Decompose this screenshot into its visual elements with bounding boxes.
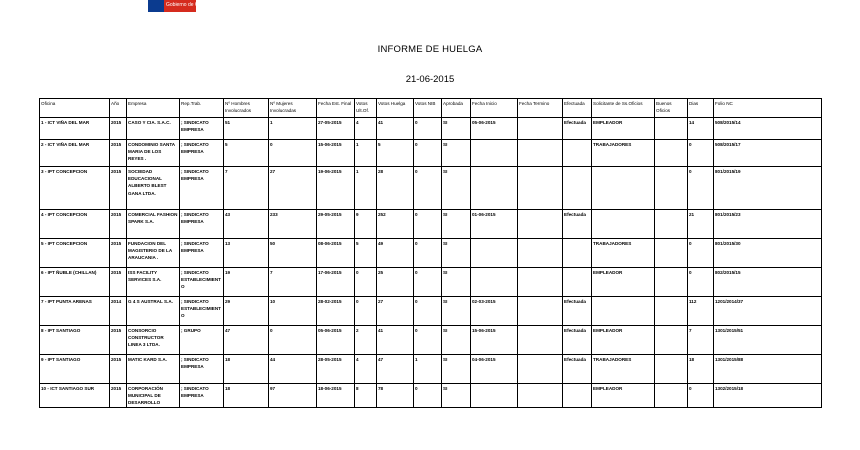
table-cell: ; SINDICATO EMPRESA <box>180 140 224 167</box>
column-header: Año <box>110 99 127 118</box>
table-cell: 2015 <box>110 167 127 210</box>
table-cell: 97 <box>269 384 317 408</box>
column-header: Nº Hombres Involucrados <box>224 99 269 118</box>
table-cell <box>518 297 563 326</box>
table-cell: 0 <box>688 140 714 167</box>
table-cell: 18 <box>224 355 269 384</box>
column-header: Dias <box>688 99 714 118</box>
table-cell <box>471 140 518 167</box>
table-row <box>40 384 822 408</box>
table-cell: SI <box>442 384 471 408</box>
table-cell <box>471 167 518 210</box>
table-cell: 801/2015/23 <box>714 210 822 239</box>
table-cell: 9 <box>355 210 377 239</box>
table-cell: ; SINDICATO ESTABLECIMIENTO <box>180 297 224 326</box>
table-cell: FUNDACION DEL MAGISTERIO DE LA ARAUCANIA . <box>127 239 180 268</box>
table-cell: TRABAJADORES <box>592 355 655 384</box>
table-cell: EMPLEADOR <box>592 384 655 408</box>
table-cell <box>655 355 688 384</box>
table-cell: EMPLEADOR <box>592 268 655 297</box>
table-cell <box>518 167 563 210</box>
table-cell: 18 <box>224 384 269 408</box>
table-cell: 801/2015/19 <box>714 167 822 210</box>
table-cell: 4 <box>355 355 377 384</box>
table-cell: 0 <box>414 239 442 268</box>
table-row <box>40 210 822 239</box>
table-cell: 1201/2014/37 <box>714 297 822 326</box>
table-row <box>40 167 822 210</box>
table-cell <box>518 210 563 239</box>
table-cell: SI <box>442 167 471 210</box>
table-cell: 0 <box>269 140 317 167</box>
table-cell: 21 <box>688 210 714 239</box>
table-cell <box>518 140 563 167</box>
table-cell <box>471 239 518 268</box>
table-cell: SI <box>442 239 471 268</box>
table-cell: 2015 <box>110 355 127 384</box>
column-header: Fecha Termino <box>518 99 563 118</box>
table-cell: ; SINDICATO EMPRESA <box>180 355 224 384</box>
table-cell: ; SINDICATO EMPRESA <box>180 118 224 140</box>
table-cell: SI <box>442 326 471 355</box>
table-cell <box>518 268 563 297</box>
table-cell: CONDOMINIO SANTA MARIA DE LOS REYES . <box>127 140 180 167</box>
table-cell: 17-06-2015 <box>317 268 355 297</box>
table-cell: SI <box>442 118 471 140</box>
table-cell: 4 - IPT CONCEPCION <box>40 210 110 239</box>
table-cell: 27 <box>377 297 414 326</box>
table-cell <box>518 384 563 408</box>
table-row <box>40 239 822 268</box>
table-cell: Efectuada <box>563 355 592 384</box>
table-cell: CONSORCIO CONSTRUCTOR LINEA 3 LTDA. <box>127 326 180 355</box>
table-cell: 10 - ICT SANTIAGO SUR <box>40 384 110 408</box>
table-cell: 7 <box>224 167 269 210</box>
table-cell: 8 <box>355 384 377 408</box>
government-logo <box>148 0 207 18</box>
table-cell: 15-06-2015 <box>471 326 518 355</box>
table-cell <box>655 118 688 140</box>
table-cell: SI <box>442 140 471 167</box>
table-cell: 04-06-2015 <box>471 355 518 384</box>
column-header: Votos Huelga <box>377 99 414 118</box>
table-cell: SI <box>442 297 471 326</box>
table-cell: ; SINDICATO EMPRESA <box>180 210 224 239</box>
table-cell: ; GRUPO <box>180 326 224 355</box>
table-cell: 15-06-2015 <box>317 140 355 167</box>
table-cell: 05-06-2015 <box>471 118 518 140</box>
table-cell: SI <box>442 268 471 297</box>
table-cell <box>655 140 688 167</box>
table-cell: SI <box>442 210 471 239</box>
table-cell <box>563 268 592 297</box>
table-cell: 5 <box>377 140 414 167</box>
table-cell: 7 <box>269 268 317 297</box>
table-cell: 27-05-2015 <box>317 118 355 140</box>
table-cell: 44 <box>269 355 317 384</box>
table-cell: 4 <box>355 118 377 140</box>
table-cell: ; SINDICATO EMPRESA <box>180 167 224 210</box>
table-cell <box>518 239 563 268</box>
table-cell: 18 <box>688 355 714 384</box>
table-cell: 19-06-2015 <box>317 167 355 210</box>
table-cell: 112 <box>688 297 714 326</box>
table-cell: 18-06-2015 <box>317 384 355 408</box>
table-cell: 802/2015/15 <box>714 268 822 297</box>
table-cell: 1302/2015/18 <box>714 384 822 408</box>
table-cell: 28-02-2015 <box>317 297 355 326</box>
header-row <box>40 99 822 118</box>
table-cell: CASO Y CIA. S.A.C. <box>127 118 180 140</box>
table-cell: 6 - IPT ÑUBLE (CHILLAN) <box>40 268 110 297</box>
table-cell <box>518 355 563 384</box>
table-cell: 9 - IPT SANTIAGO <box>40 355 110 384</box>
table-cell <box>655 239 688 268</box>
table-cell: Efectuada <box>563 297 592 326</box>
table-cell: EMPLEADOR <box>592 326 655 355</box>
column-header: Folio NC <box>714 99 822 118</box>
table-cell: 19 <box>224 268 269 297</box>
table-cell <box>563 167 592 210</box>
table-cell: EMPLEADOR <box>592 118 655 140</box>
table-cell: 0 <box>414 140 442 167</box>
column-header: Votos NIB <box>414 99 442 118</box>
table-cell: 2015 <box>110 326 127 355</box>
table-row <box>40 355 822 384</box>
table-cell: 5 - IPT CONCEPCION <box>40 239 110 268</box>
table-cell: ISS FACILITY SERVICES S.A. <box>127 268 180 297</box>
table-cell: Efectuada <box>563 210 592 239</box>
table-cell: 801/2015/30 <box>714 239 822 268</box>
column-header: Nº Mujeres Involucradas <box>269 99 317 118</box>
table-cell: Efectuada <box>563 326 592 355</box>
table-cell: 0 <box>414 118 442 140</box>
table-cell: 41 <box>377 118 414 140</box>
table-cell <box>592 210 655 239</box>
column-header: Buenos Oficios <box>655 99 688 118</box>
table-cell <box>655 268 688 297</box>
table-cell: 3 - IPT CONCEPCION <box>40 167 110 210</box>
table-row <box>40 297 822 326</box>
table-cell: 0 <box>688 384 714 408</box>
table-cell: 508/2015/17 <box>714 140 822 167</box>
logo-text: Gobierno de Chile <box>166 2 207 8</box>
table-cell: 27 <box>269 167 317 210</box>
table-cell: 2015 <box>110 118 127 140</box>
table-cell: G 4 S AUSTRAL S.A. <box>127 297 180 326</box>
table-cell: 0 <box>688 167 714 210</box>
table-cell: 0 <box>414 268 442 297</box>
table-cell: ; SINDICATO EMPRESA <box>180 384 224 408</box>
report-date: 21-06-2015 <box>405 74 455 85</box>
table-cell: COMERCIAL FASHION SPARK S.A. <box>127 210 180 239</box>
column-header: Efectuada <box>563 99 592 118</box>
table-cell: ; SINDICATO ESTABLECIMIENTO <box>180 268 224 297</box>
column-header: Votos Ult.Of. <box>355 99 377 118</box>
column-header: Fecha Est. Final <box>317 99 355 118</box>
table-cell: 1 <box>355 140 377 167</box>
table-row <box>40 268 822 297</box>
table-cell: 2015 <box>110 210 127 239</box>
table-cell: 0 <box>414 297 442 326</box>
column-header: Oficina <box>40 99 110 118</box>
logo-blue-block <box>148 0 164 12</box>
table-cell: 51 <box>224 118 269 140</box>
table-cell: 7 - IPT PUNTA ARENAS <box>40 297 110 326</box>
table-cell <box>655 326 688 355</box>
table-cell <box>655 384 688 408</box>
column-header: Aprobada <box>442 99 471 118</box>
table-cell <box>592 297 655 326</box>
table-cell: 0 <box>355 297 377 326</box>
table-cell: 08-06-2015 <box>317 239 355 268</box>
table-cell: 252 <box>377 210 414 239</box>
table-cell: 233 <box>269 210 317 239</box>
table-cell: 2 <box>355 326 377 355</box>
report-title: INFORME DE HUELGA <box>377 44 483 55</box>
column-header: Solicitante de Ss.Oficios <box>592 99 655 118</box>
table-cell <box>655 297 688 326</box>
table-cell: 2 - ICT VIÑA DEL MAR <box>40 140 110 167</box>
table-cell <box>655 210 688 239</box>
table-cell: 0 <box>414 210 442 239</box>
table-cell: 2015 <box>110 140 127 167</box>
table-cell <box>563 239 592 268</box>
table-cell: TRABAJADORES <box>592 239 655 268</box>
table-cell <box>592 167 655 210</box>
table-cell: 1301/2015/88 <box>714 355 822 384</box>
table-cell: 41 <box>377 326 414 355</box>
table-cell: 01-06-2015 <box>471 210 518 239</box>
table-cell: 0 <box>414 167 442 210</box>
table-cell: 508/2015/14 <box>714 118 822 140</box>
table-cell: 1301/2015/51 <box>714 326 822 355</box>
table-row <box>40 326 822 355</box>
table-cell: 1 <box>269 118 317 140</box>
table-cell: 14 <box>688 118 714 140</box>
logo-red-block <box>164 0 207 12</box>
table-cell: Efectuada <box>563 118 592 140</box>
table-cell: 25 <box>377 268 414 297</box>
table-cell: 5 <box>355 239 377 268</box>
table-cell: 1 <box>414 355 442 384</box>
table-cell: ; SINDICATO EMPRESA <box>180 239 224 268</box>
table-cell: 05-06-2015 <box>317 326 355 355</box>
table-cell: CORPORACIÓN MUNICIPAL DE DESARROLLO <box>127 384 180 408</box>
table-cell: 02-03-2015 <box>471 297 518 326</box>
table-cell: 7 <box>688 326 714 355</box>
table-cell: 0 <box>688 268 714 297</box>
table-cell: 13 <box>224 239 269 268</box>
table-cell <box>563 140 592 167</box>
table-cell: 50 <box>269 239 317 268</box>
table-cell <box>518 326 563 355</box>
table-cell: 10 <box>269 297 317 326</box>
table-cell: 1 - ICT VIÑA DEL MAR <box>40 118 110 140</box>
table-cell: 0 <box>355 268 377 297</box>
table-cell: 49 <box>377 239 414 268</box>
table-cell <box>655 167 688 210</box>
table-cell: 2014 <box>110 297 127 326</box>
table-cell: TRABAJADORES <box>592 140 655 167</box>
table-cell: 2015 <box>110 239 127 268</box>
table-cell <box>471 268 518 297</box>
table-cell <box>518 118 563 140</box>
table-cell: MATIC KARD S.A. <box>127 355 180 384</box>
table-cell <box>471 384 518 408</box>
table-cell: 8 - IPT SANTIAGO <box>40 326 110 355</box>
table-cell: 0 <box>269 326 317 355</box>
table-cell: 29 <box>224 297 269 326</box>
table-cell: 1 <box>355 167 377 210</box>
strike-report-table <box>39 98 822 408</box>
table-cell: 43 <box>224 210 269 239</box>
table-cell: 0 <box>688 239 714 268</box>
table-cell: 28-05-2015 <box>317 355 355 384</box>
column-header: Rep.Trab. <box>180 99 224 118</box>
table-cell: 2015 <box>110 268 127 297</box>
table-cell: 47 <box>377 355 414 384</box>
table-cell: 47 <box>224 326 269 355</box>
table-cell: 0 <box>414 384 442 408</box>
table-cell: 78 <box>377 384 414 408</box>
table-row <box>40 118 822 140</box>
table-cell: 2015 <box>110 384 127 408</box>
table-cell: SOCIEDAD EDUCACIONAL ALBERTO BLEST GANA LTDA. <box>127 167 180 210</box>
table-cell: 0 <box>414 326 442 355</box>
table-cell <box>563 384 592 408</box>
table-row <box>40 140 822 167</box>
column-header: Fecha Inicio <box>471 99 518 118</box>
table-cell: 29-05-2015 <box>317 210 355 239</box>
table-cell: 28 <box>377 167 414 210</box>
table-cell: 5 <box>224 140 269 167</box>
column-header: Empresa <box>127 99 180 118</box>
table-cell: SI <box>442 355 471 384</box>
